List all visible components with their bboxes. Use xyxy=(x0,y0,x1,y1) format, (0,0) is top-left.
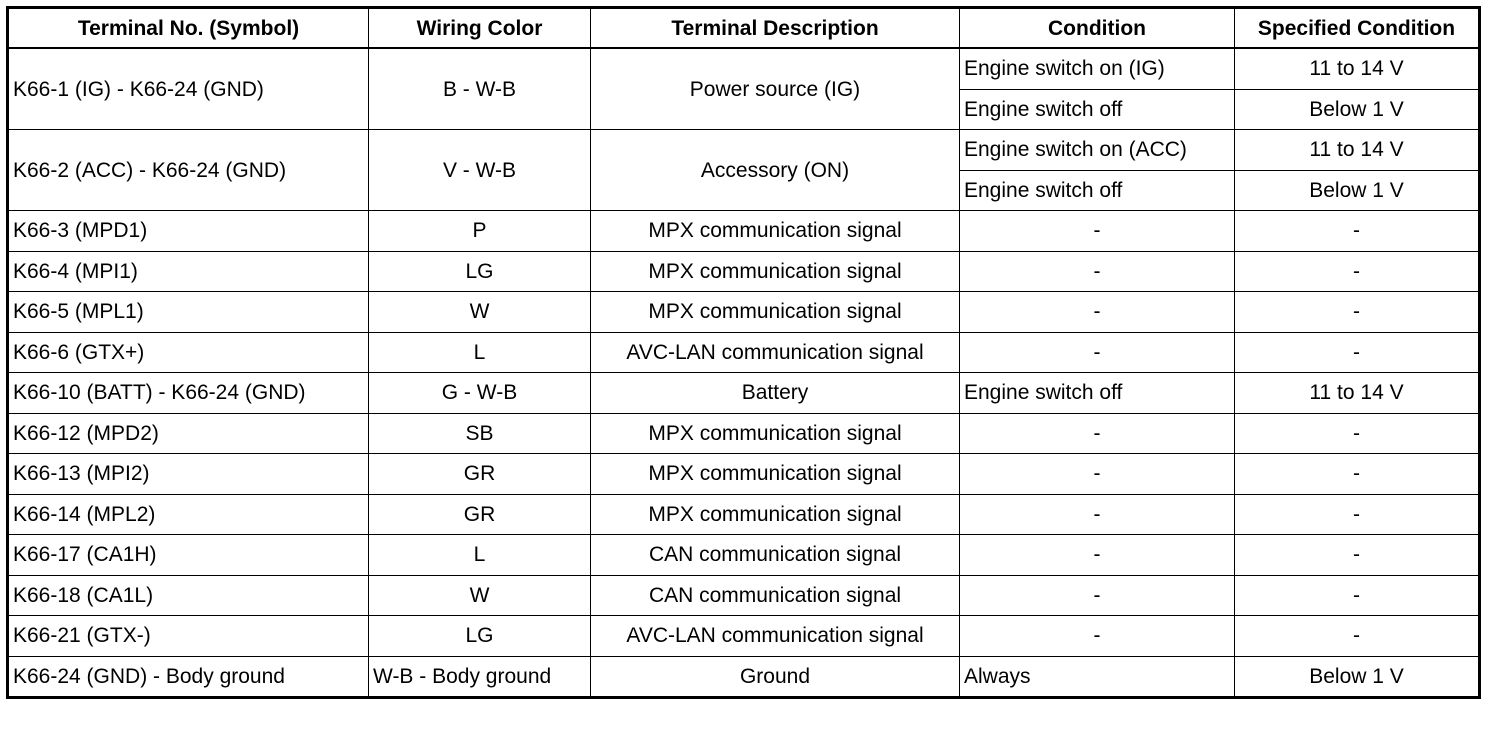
terminal-cell: K66-6 (GTX+) xyxy=(8,332,369,373)
specified-condition-cell: - xyxy=(1235,251,1480,292)
description-cell: Battery xyxy=(591,373,960,414)
specified-condition-cell: 11 to 14 V xyxy=(1235,48,1480,89)
wiring-color-cell: W xyxy=(369,292,591,333)
terminal-cell: K66-18 (CA1L) xyxy=(8,575,369,616)
terminal-cell: K66-1 (IG) - K66-24 (GND) xyxy=(8,48,369,130)
wiring-color-cell: W-B - Body ground xyxy=(369,656,591,698)
terminal-cell: K66-4 (MPI1) xyxy=(8,251,369,292)
condition-cell: - xyxy=(960,251,1235,292)
condition-cell: Engine switch off xyxy=(960,170,1235,211)
table-row xyxy=(8,454,1480,495)
table-row xyxy=(8,292,1480,333)
terminal-cell: K66-5 (MPL1) xyxy=(8,292,369,333)
description-cell: Ground xyxy=(591,656,960,698)
header-specified-condition: Specified Condition xyxy=(1235,8,1480,49)
condition-cell: - xyxy=(960,292,1235,333)
terminal-cell: K66-24 (GND) - Body ground xyxy=(8,656,369,698)
terminal-cell: K66-13 (MPI2) xyxy=(8,454,369,495)
condition-cell: Engine switch on (ACC) xyxy=(960,130,1235,171)
description-cell: Power source (IG) xyxy=(591,48,960,130)
header-condition: Condition xyxy=(960,8,1235,49)
description-cell: MPX communication signal xyxy=(591,494,960,535)
description-cell: CAN communication signal xyxy=(591,575,960,616)
table-row xyxy=(8,251,1480,292)
wiring-color-cell: W xyxy=(369,575,591,616)
table-row xyxy=(8,494,1480,535)
header-terminal: Terminal No. (Symbol) xyxy=(8,8,369,49)
table-row xyxy=(8,48,1480,89)
table-row xyxy=(8,413,1480,454)
header-wiring-color: Wiring Color xyxy=(369,8,591,49)
description-cell: MPX communication signal xyxy=(591,454,960,495)
wiring-color-cell: SB xyxy=(369,413,591,454)
table-row xyxy=(8,211,1480,252)
table-row xyxy=(8,373,1480,414)
terminal-spec-table xyxy=(6,6,1481,699)
description-cell: MPX communication signal xyxy=(591,413,960,454)
terminal-cell: K66-21 (GTX-) xyxy=(8,616,369,657)
description-cell: AVC-LAN communication signal xyxy=(591,616,960,657)
description-cell: Accessory (ON) xyxy=(591,130,960,211)
table-row xyxy=(8,616,1480,657)
condition-cell: - xyxy=(960,413,1235,454)
description-cell: MPX communication signal xyxy=(591,251,960,292)
specified-condition-cell: 11 to 14 V xyxy=(1235,373,1480,414)
specified-condition-cell: - xyxy=(1235,332,1480,373)
condition-cell: - xyxy=(960,454,1235,495)
wiring-color-cell: GR xyxy=(369,494,591,535)
wiring-color-cell: LG xyxy=(369,251,591,292)
condition-cell: Engine switch on (IG) xyxy=(960,48,1235,89)
description-cell: MPX communication signal xyxy=(591,292,960,333)
condition-cell: Engine switch off xyxy=(960,373,1235,414)
wiring-color-cell: L xyxy=(369,535,591,576)
wiring-color-cell: GR xyxy=(369,454,591,495)
terminal-cell: K66-3 (MPD1) xyxy=(8,211,369,252)
specified-condition-cell: Below 1 V xyxy=(1235,170,1480,211)
wiring-color-cell: G - W-B xyxy=(369,373,591,414)
condition-cell: - xyxy=(960,535,1235,576)
condition-cell: - xyxy=(960,616,1235,657)
wiring-color-cell: L xyxy=(369,332,591,373)
specified-condition-cell: - xyxy=(1235,616,1480,657)
terminal-cell: K66-2 (ACC) - K66-24 (GND) xyxy=(8,130,369,211)
specified-condition-cell: - xyxy=(1235,575,1480,616)
specified-condition-cell: 11 to 14 V xyxy=(1235,130,1480,171)
specified-condition-cell: - xyxy=(1235,535,1480,576)
condition-cell: - xyxy=(960,575,1235,616)
wiring-color-cell: B - W-B xyxy=(369,48,591,130)
condition-cell: - xyxy=(960,494,1235,535)
condition-cell: - xyxy=(960,211,1235,252)
wiring-color-cell: V - W-B xyxy=(369,130,591,211)
terminal-cell: K66-12 (MPD2) xyxy=(8,413,369,454)
terminal-cell: K66-10 (BATT) - K66-24 (GND) xyxy=(8,373,369,414)
specified-condition-cell: - xyxy=(1235,454,1480,495)
specified-condition-cell: - xyxy=(1235,413,1480,454)
condition-cell: - xyxy=(960,332,1235,373)
wiring-color-cell: P xyxy=(369,211,591,252)
header-row xyxy=(8,8,1480,49)
table-row xyxy=(8,130,1480,171)
description-cell: CAN communication signal xyxy=(591,535,960,576)
specified-condition-cell: Below 1 V xyxy=(1235,89,1480,130)
description-cell: MPX communication signal xyxy=(591,211,960,252)
table-row xyxy=(8,332,1480,373)
specified-condition-cell: Below 1 V xyxy=(1235,656,1480,698)
wiring-color-cell: LG xyxy=(369,616,591,657)
table-row xyxy=(8,656,1480,698)
condition-cell: Engine switch off xyxy=(960,89,1235,130)
specified-condition-cell: - xyxy=(1235,292,1480,333)
terminal-cell: K66-17 (CA1H) xyxy=(8,535,369,576)
specified-condition-cell: - xyxy=(1235,494,1480,535)
terminal-cell: K66-14 (MPL2) xyxy=(8,494,369,535)
description-cell: AVC-LAN communication signal xyxy=(591,332,960,373)
specified-condition-cell: - xyxy=(1235,211,1480,252)
table-row xyxy=(8,535,1480,576)
table-row xyxy=(8,575,1480,616)
header-terminal-description: Terminal Description xyxy=(591,8,960,49)
condition-cell: Always xyxy=(960,656,1235,698)
